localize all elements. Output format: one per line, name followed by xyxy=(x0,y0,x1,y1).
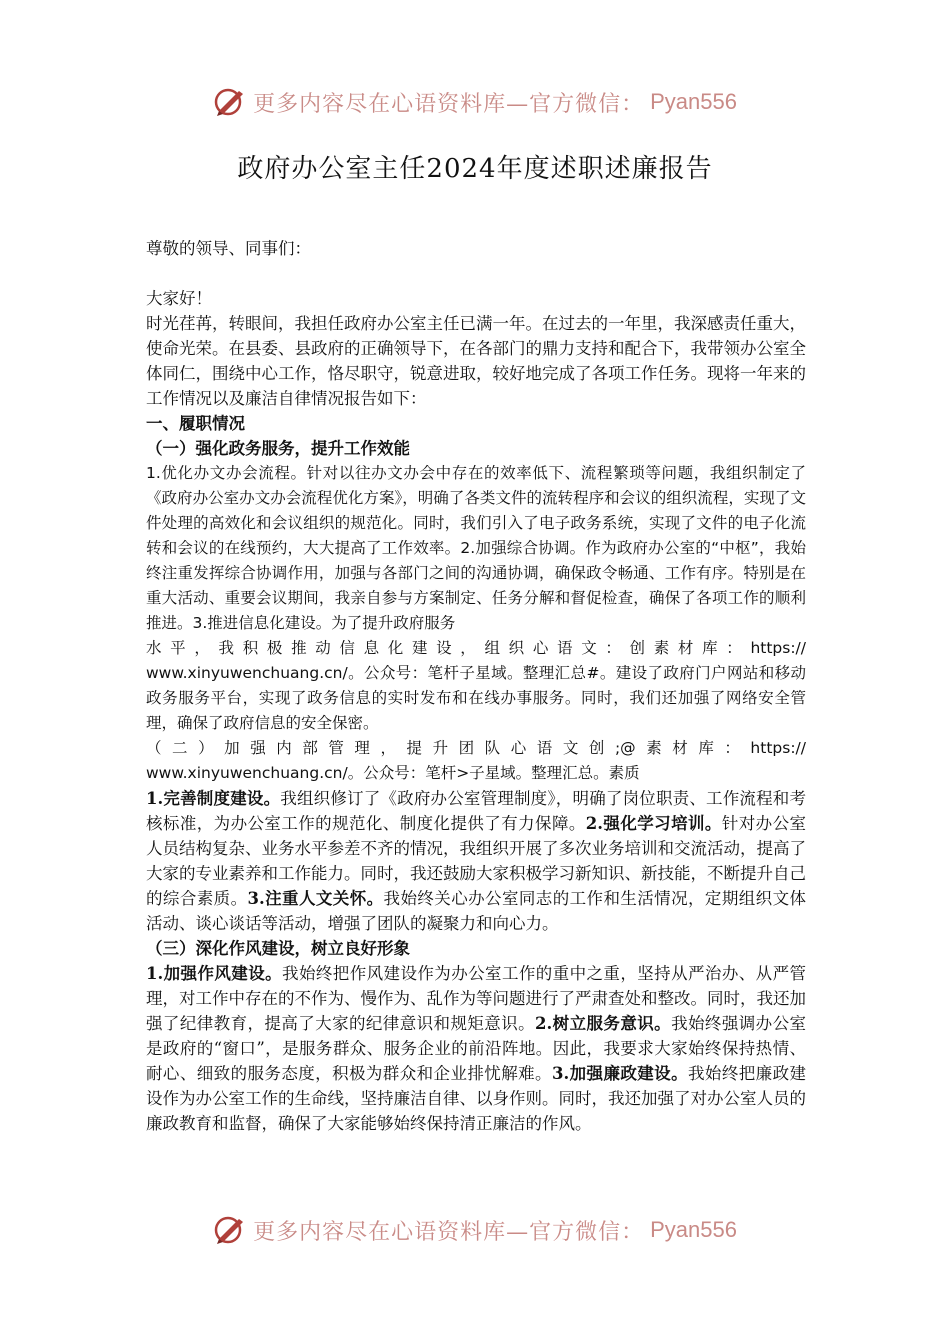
pen-logo-icon xyxy=(213,1213,247,1247)
banner-text: 更多内容尽在心语资料库—官方微信： xyxy=(253,91,645,117)
sub2-item2-title: 2.强化学习培训。 xyxy=(585,814,722,833)
sub2-paragraph xyxy=(146,786,806,936)
sub2-item3-title: 3.注重人文关怀。 xyxy=(247,889,384,908)
hello-line: 大家好！ xyxy=(146,289,212,308)
document-body xyxy=(146,236,806,1136)
sub3-item3-title: 3.加强廉政建设。 xyxy=(551,1064,689,1083)
sub2-item3-text: 我始终关心办公室同志的工作和生活情况，定期组织文体活动、谈心谈话等活动，增强了团队的凝聚力和向心力。 xyxy=(146,889,807,933)
sub2-item2-text: 针对办公室人员结构复杂、业务水平参差不齐的情况，我组织开展了多次业务培训和交流活动，提高了大家的专业素养和工作能力。同时，我还鼓励大家积极学习新知识、新技能，不断提升自己的综合素质。 xyxy=(146,814,807,908)
sub3-item1-text: 我始终把作风建设作为办公室工作的重中之重，坚持从严治办、从严管理，对工作中存在的不作为、慢作为、乱作为等问题进行了严肃查处和整改。同时，我还加强了纪律教育，提高了大家的纪律意识和规矩意识。 xyxy=(146,964,806,1033)
greeting: 尊敬的领导、同事们： xyxy=(146,239,311,258)
sub3-paragraph xyxy=(146,961,806,1136)
intro-paragraph: 时光荏苒，转眼间，我担任政府办公室主任已满一年。在过去的一年里，我深感责任重大，使命光荣。在县委、县政府的正确领导下，在各部门的鼎力支持和配合下，我带领办公室全体同仁，围绕中心工作，恪尽职守，锐意进取，较好地完成了各项工作任务。现将一年来的工作情况以及廉洁自律情况报告如下： xyxy=(146,314,806,408)
sub1-paragraph: 1.优化办文办会流程。针对以往办文办会中存在的效率低下、流程繁琐等问题，我组织制定了《政府办公室办文办会流程优化方案》，明确了各类文件的流转程序和会议的组织流程，实现了文件处理的高效化和会议组织的规范化。同时，我们引入了电子政务系统，实现了文件的电子化流转和会议的在线预约，大大提高了工作效率。2.加强综合协调。作为政府办公室的“中枢”，我始终注重发挥综合协调作用，加强与各部门之间的沟通协调，确保政令畅通、工作有序。特别是在重大活动、重要会议期间，我亲自参与方案制定、任务分解和督促检查，确保了各项工作的顺利推进。3.推进信息化建设。为了提升政府服务 xyxy=(146,464,806,632)
pen-logo-icon xyxy=(213,85,247,119)
sub3-item3-text: 我始终把廉政建设作为办公室工作的生命线，坚持廉洁自律、以身作则。同时，我还加强了对办公室人员的廉政教育和监督，确保了大家能够始终保持清正廉洁的作风。 xyxy=(146,1064,807,1133)
sub1-paragraph-spread-line: 水平，我积极推动信息化建设，组织心语文：创素材库：https:// xyxy=(146,639,806,657)
banner-text: 更多内容尽在心语资料库—官方微信： xyxy=(253,1219,645,1245)
sub1-heading: （一）强化政务服务，提升工作效能 xyxy=(146,439,410,458)
sub1-paragraph-tail: www.xinyuwenchuang.cn/。公众号：笔杆子星域。整理汇总#。建设了政府门户网站和移动政务服务平台，实现了政务信息的实时发布和在线办事服务。同时，我们还加强了网络安全管理，确保了政府信息的安全保密。 xyxy=(146,664,806,732)
sub3-item1-title: 1.加强作风建设。 xyxy=(146,964,283,983)
banner-wechat-id: Pyan556 xyxy=(650,1217,737,1242)
footer-watermark-banner xyxy=(0,1208,950,1252)
page-title: 政府办公室主任2024年度述职述廉报告 xyxy=(237,154,713,184)
header-watermark-banner xyxy=(0,80,950,124)
sub3-item2-title: 2.树立服务意识。 xyxy=(535,1014,672,1033)
sub2-item1-text: 我组织修订了《政府办公室管理制度》，明确了岗位职责、工作流程和考核标准，为办公室工作的规范化、制度化提供了有力保障。 xyxy=(146,789,807,833)
sub2-heading: （二）加强内部管理，提升团队心语文创;@素材库：https:// xyxy=(146,739,806,757)
sub2-heading-cont: www.xinyuwenchuang.cn/。公众号：笔杆>子星域。整理汇总。素质 xyxy=(146,764,640,782)
section1-heading: 一、履职情况 xyxy=(146,414,245,433)
sub3-heading: （三）深化作风建设，树立良好形象 xyxy=(146,939,410,958)
sub3-item2-text: 我始终强调办公室是政府的“窗口”，是服务群众、服务企业的前沿阵地。因此，我要求大家始终保持热情、耐心、细致的服务态度，积极为群众和企业排忧解难。 xyxy=(146,1014,806,1083)
sub2-item1-title: 1.完善制度建设。 xyxy=(146,789,281,808)
banner-wechat-id: Pyan556 xyxy=(650,89,737,114)
